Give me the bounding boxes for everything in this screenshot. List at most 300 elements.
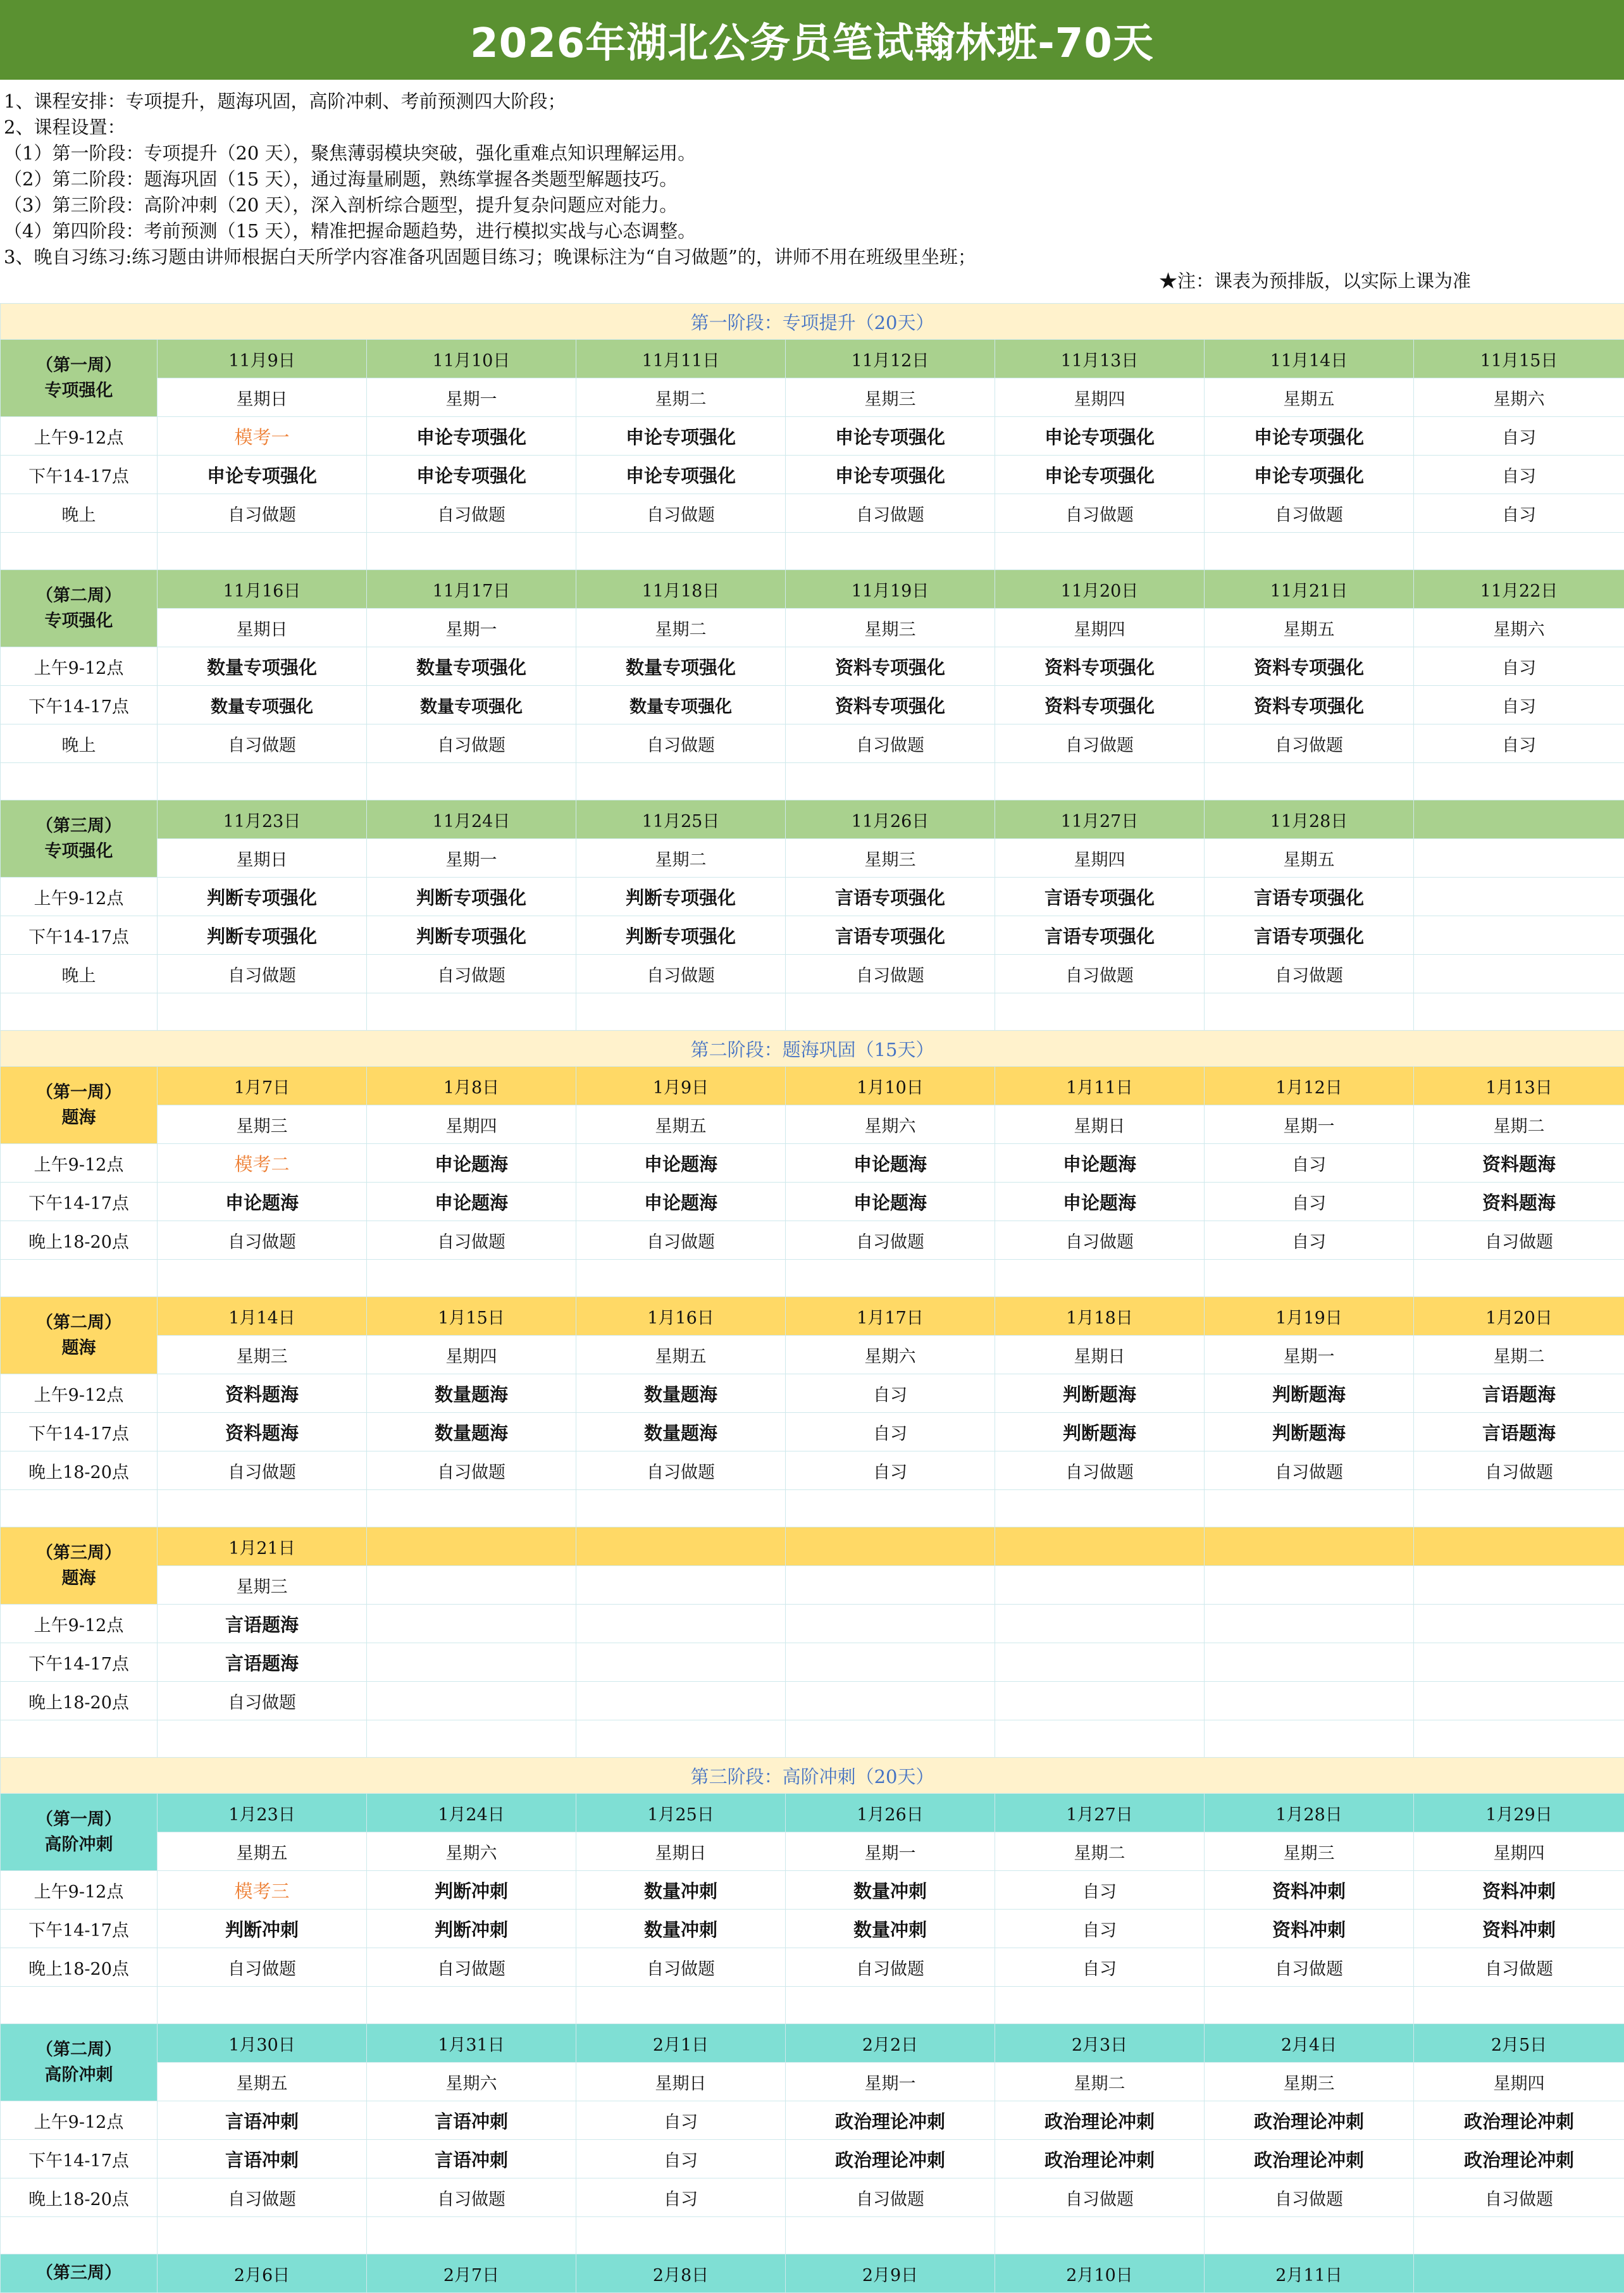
class-cell: 数量冲刺 [786,1910,995,1948]
weekday-cell: 星期四 [1414,2063,1624,2101]
intro-line: 3、晚自习练习:练习题由讲师根据白天所学内容准备巩固题目练习；晚课标注为“自习做题”的，讲师不用在班级里坐班； [4,244,1624,270]
weekday-cell: 星期六 [367,2063,576,2101]
spacer-cell [1205,2217,1414,2254]
date-cell: 11月16日 [158,570,367,609]
class-cell: 申论专项强化 [1205,456,1414,494]
time-slot-label: 晚上18-20点 [1,1948,158,1987]
class-cell: 资料冲刺 [1205,1910,1414,1948]
class-cell: 自习 [1414,724,1624,763]
class-cell: 自习 [995,1948,1205,1987]
date-cell: 2月11日 [1205,2254,1414,2293]
class-cell: 判断专项强化 [576,916,786,955]
class-cell: 自习 [1205,1144,1414,1183]
weekday-cell: 星期二 [995,2063,1205,2101]
class-cell: 自习做题 [1205,2178,1414,2217]
page-title: 2026年湖北公务员笔试翰林班-70天 [0,0,1624,80]
class-cell: 政治理论冲刺 [786,2101,995,2140]
intro-line: （3）第三阶段：高阶冲刺（20 天），深入剖析综合题型，提升复杂问题应对能力。 [4,192,1624,218]
course-intro [0,80,1624,303]
spacer-cell [1205,533,1414,570]
week-number: （第一周） [1,353,157,378]
time-slot-label: 下午14-17点 [1,456,158,494]
class-cell: 申论专项强化 [786,456,995,494]
class-cell: 自习做题 [1414,2178,1624,2217]
class-cell: 自习做题 [367,955,576,993]
class-cell: 申论题海 [786,1144,995,1183]
weekday-cell [995,1566,1205,1605]
class-cell: 自习做题 [1205,494,1414,533]
class-cell: 政治理论冲刺 [1205,2101,1414,2140]
weekday-cell: 星期三 [1205,2063,1414,2101]
class-cell: 自习做题 [367,494,576,533]
time-slot-label: 上午9-12点 [1,647,158,686]
date-cell: 1月10日 [786,1067,995,1105]
week-number: （第二周） [1,1310,157,1336]
time-slot-label: 晚上18-20点 [1,1451,158,1490]
class-cell: 言语题海 [1414,1413,1624,1451]
date-cell: 1月12日 [1205,1067,1414,1105]
spacer-cell [1414,1260,1624,1297]
spacer-cell [576,993,786,1031]
spacer-cell [367,533,576,570]
class-cell: 数量冲刺 [576,1871,786,1910]
class-cell: 自习做题 [576,1451,786,1490]
weekday-cell: 星期一 [786,1832,995,1871]
class-cell: 自习做题 [367,2178,576,2217]
class-cell [367,1643,576,1682]
spacer-cell [367,1490,576,1527]
class-cell: 模考二 [158,1144,367,1183]
class-cell: 自习做题 [158,1682,367,1720]
class-cell: 言语专项强化 [995,916,1205,955]
class-cell: 申论专项强化 [367,456,576,494]
class-cell [367,1605,576,1643]
week-topic: 高阶冲刺 [1,1832,157,1858]
weekday-cell: 星期一 [786,2063,995,2101]
class-cell: 判断专项强化 [367,916,576,955]
class-cell: 数量冲刺 [576,1910,786,1948]
spacer-cell [1414,993,1624,1031]
spacer-cell [367,1987,576,2024]
class-cell [1414,916,1624,955]
spacer-cell [158,1490,367,1527]
class-cell: 判断题海 [995,1413,1205,1451]
class-cell: 资料题海 [158,1413,367,1451]
weekday-cell: 星期四 [995,378,1205,417]
spacer-cell [1414,533,1624,570]
date-cell: 2月5日 [1414,2024,1624,2063]
class-cell: 资料专项强化 [786,647,995,686]
weekday-cell [1414,839,1624,878]
date-cell: 11月25日 [576,800,786,839]
date-cell: 1月26日 [786,1794,995,1832]
class-cell: 言语专项强化 [786,916,995,955]
class-cell: 政治理论冲刺 [1414,2101,1624,2140]
class-cell: 申论专项强化 [1205,417,1414,456]
class-cell: 自习 [1414,494,1624,533]
class-cell [1414,1605,1624,1643]
class-cell: 自习做题 [367,1221,576,1260]
time-slot-label: 上午9-12点 [1,1605,158,1643]
weekday-cell: 星期一 [1205,1105,1414,1144]
date-cell: 2月10日 [995,2254,1205,2293]
class-cell: 自习做题 [995,2178,1205,2217]
date-cell: 1月16日 [576,1297,786,1336]
date-cell: 11月18日 [576,570,786,609]
week-topic: 高阶冲刺 [1,2063,157,2088]
date-cell: 1月7日 [158,1067,367,1105]
date-cell [1414,800,1624,839]
class-cell [786,1605,995,1643]
weekday-cell: 星期三 [158,1336,367,1374]
week-number: （第一周） [1,1807,157,1832]
class-cell [995,1682,1205,1720]
spacer-cell [158,1987,367,2024]
date-cell: 1月27日 [995,1794,1205,1832]
spacer-cell [786,1720,995,1758]
class-cell: 判断专项强化 [158,916,367,955]
weekday-cell: 星期四 [367,1336,576,1374]
class-cell: 自习做题 [786,2178,995,2217]
spacer-cell [786,763,995,800]
date-cell: 1月8日 [367,1067,576,1105]
date-cell: 11月23日 [158,800,367,839]
time-slot-label: 上午9-12点 [1,417,158,456]
spacer-cell [1,2217,158,2254]
class-cell [1414,1643,1624,1682]
date-cell: 11月22日 [1414,570,1624,609]
week-number: （第三周） [1,814,157,839]
class-cell: 自习做题 [786,494,995,533]
class-cell: 自习做题 [995,1451,1205,1490]
class-cell [995,1643,1205,1682]
weekday-cell: 星期日 [995,1336,1205,1374]
class-cell [576,1682,786,1720]
spacer-cell [1,1490,158,1527]
date-cell: 11月26日 [786,800,995,839]
class-cell: 申论题海 [367,1144,576,1183]
class-cell: 自习 [786,1413,995,1451]
spacer-cell [1205,993,1414,1031]
class-cell: 申论专项强化 [158,456,367,494]
date-cell [576,1527,786,1566]
class-cell: 申论题海 [995,1183,1205,1221]
time-slot-label: 下午14-17点 [1,1643,158,1682]
class-cell: 政治理论冲刺 [995,2101,1205,2140]
spacer-cell [786,533,995,570]
class-cell: 判断题海 [995,1374,1205,1413]
class-cell: 数量题海 [367,1374,576,1413]
spacer-cell [367,1720,576,1758]
class-cell: 言语题海 [158,1605,367,1643]
class-cell: 自习做题 [995,494,1205,533]
weekday-cell: 星期三 [158,1105,367,1144]
weekday-cell: 星期四 [367,1105,576,1144]
class-cell: 自习做题 [158,955,367,993]
week-number: （第三周） [1,1541,157,1566]
spacer-cell [786,2217,995,2254]
class-cell: 自习做题 [1205,955,1414,993]
class-cell: 判断题海 [1205,1374,1414,1413]
spacer-cell [786,993,995,1031]
class-cell: 数量冲刺 [786,1871,995,1910]
class-cell [1414,878,1624,916]
date-cell: 1月15日 [367,1297,576,1336]
week-label [1,2024,158,2101]
class-cell: 自习做题 [367,1451,576,1490]
class-cell: 申论专项强化 [576,456,786,494]
date-cell: 11月11日 [576,340,786,378]
weekday-cell: 星期二 [576,609,786,647]
week-number: （第一周） [1,1080,157,1105]
class-cell: 言语专项强化 [786,878,995,916]
class-cell [1414,1682,1624,1720]
class-cell: 言语冲刺 [367,2140,576,2178]
class-cell: 申论题海 [576,1183,786,1221]
class-cell: 数量专项强化 [576,686,786,724]
weekday-cell: 星期一 [367,609,576,647]
spacer-cell [1414,1720,1624,1758]
spacer-cell [1205,1987,1414,2024]
class-cell: 自习做题 [576,955,786,993]
date-cell: 1月13日 [1414,1067,1624,1105]
weekday-cell: 星期三 [786,839,995,878]
time-slot-label: 上午9-12点 [1,2101,158,2140]
date-cell: 2月8日 [576,2254,786,2293]
date-cell: 1月31日 [367,2024,576,2063]
class-cell [576,1605,786,1643]
spacer-cell [1414,1490,1624,1527]
class-cell: 资料专项强化 [1205,647,1414,686]
time-slot-label: 下午14-17点 [1,2140,158,2178]
intro-line: 2、课程设置： [4,115,1624,140]
date-cell: 11月27日 [995,800,1205,839]
class-cell: 数量专项强化 [158,647,367,686]
spacer-cell [995,763,1205,800]
class-cell: 自习做题 [786,1948,995,1987]
spacer-cell [1,993,158,1031]
class-cell: 言语冲刺 [158,2140,367,2178]
spacer-cell [158,763,367,800]
class-cell: 自习 [1414,456,1624,494]
week-label [1,1794,158,1871]
class-cell: 政治理论冲刺 [786,2140,995,2178]
class-cell: 政治理论冲刺 [1205,2140,1414,2178]
class-cell: 申论专项强化 [576,417,786,456]
date-cell: 11月19日 [786,570,995,609]
class-cell: 自习 [1205,1183,1414,1221]
spacer-cell [995,1987,1205,2024]
class-cell: 申论题海 [367,1183,576,1221]
date-cell: 1月29日 [1414,1794,1624,1832]
class-cell: 数量题海 [576,1413,786,1451]
class-cell: 自习 [576,2101,786,2140]
date-cell: 2月3日 [995,2024,1205,2063]
weekday-cell: 星期三 [786,378,995,417]
class-cell: 自习做题 [367,724,576,763]
class-cell: 自习 [1414,417,1624,456]
weekday-cell: 星期二 [995,1832,1205,1871]
class-cell: 资料专项强化 [995,686,1205,724]
date-cell: 1月18日 [995,1297,1205,1336]
weekday-cell: 星期日 [576,2063,786,2101]
class-cell: 自习做题 [367,1948,576,1987]
weekday-cell: 星期六 [786,1336,995,1374]
spacer-cell [576,1720,786,1758]
week-label [1,1527,158,1605]
spacer-cell [158,2217,367,2254]
class-cell: 模考三 [158,1871,367,1910]
class-cell: 自习做题 [576,724,786,763]
week-topic: 题海 [1,1566,157,1591]
date-cell [1414,1527,1624,1566]
week-label [1,340,158,417]
date-cell: 2月1日 [576,2024,786,2063]
class-cell: 数量题海 [367,1413,576,1451]
class-cell: 申论专项强化 [995,417,1205,456]
schedule-note: ★注：课表为预排版，以实际上课为准 [1159,268,1471,294]
spacer-cell [1,1987,158,2024]
class-cell [1205,1643,1414,1682]
spacer-cell [1205,1720,1414,1758]
class-cell [786,1643,995,1682]
weekday-cell [367,1566,576,1605]
class-cell: 自习做题 [1414,1948,1624,1987]
class-cell: 申论题海 [786,1183,995,1221]
class-cell: 判断题海 [1205,1413,1414,1451]
weekday-cell: 星期一 [367,378,576,417]
spacer-cell [786,1987,995,2024]
class-cell: 资料冲刺 [1414,1910,1624,1948]
class-cell: 判断专项强化 [367,878,576,916]
class-cell [367,1682,576,1720]
spacer-cell [576,1987,786,2024]
class-cell: 自习做题 [1205,724,1414,763]
class-cell: 自习 [1205,1221,1414,1260]
time-slot-label: 晚上 [1,494,158,533]
week-label [1,1297,158,1374]
spacer-cell [1,1260,158,1297]
date-cell: 1月19日 [1205,1297,1414,1336]
time-slot-label: 上午9-12点 [1,1871,158,1910]
spacer-cell [995,1260,1205,1297]
weekday-cell: 星期三 [158,1566,367,1605]
stage-heading: 第三阶段：高阶冲刺（20天） [1,1758,1624,1794]
class-cell: 自习做题 [995,724,1205,763]
time-slot-label: 晚上 [1,955,158,993]
week-topic: 专项强化 [1,378,157,404]
spacer-cell [367,993,576,1031]
class-cell [786,1682,995,1720]
weekday-cell: 星期六 [367,1832,576,1871]
date-cell [367,1527,576,1566]
spacer-cell [1,763,158,800]
spacer-cell [367,2217,576,2254]
week-label [1,570,158,647]
weekday-cell [576,1566,786,1605]
class-cell: 资料专项强化 [1205,686,1414,724]
class-cell: 自习做题 [1414,1221,1624,1260]
date-cell: 11月21日 [1205,570,1414,609]
date-cell: 1月23日 [158,1794,367,1832]
time-slot-label: 下午14-17点 [1,686,158,724]
class-cell: 申论题海 [158,1183,367,1221]
class-cell: 数量专项强化 [576,647,786,686]
week-number: （第三周） [1,2261,157,2286]
class-cell: 自习做题 [158,1221,367,1260]
weekday-cell: 星期二 [1414,1336,1624,1374]
weekday-cell [1205,1566,1414,1605]
class-cell: 数量专项强化 [367,647,576,686]
class-cell: 自习做题 [995,955,1205,993]
date-cell: 1月21日 [158,1527,367,1566]
weekday-cell: 星期五 [1205,378,1414,417]
class-cell: 自习做题 [576,1221,786,1260]
spacer-cell [576,2217,786,2254]
spacer-cell [995,1490,1205,1527]
class-cell: 申论题海 [576,1144,786,1183]
week-topic: 专项强化 [1,609,157,634]
weekday-cell: 星期二 [576,378,786,417]
date-cell: 2月7日 [367,2254,576,2293]
spacer-cell [1414,1987,1624,2024]
weekday-cell: 星期三 [786,609,995,647]
weekday-cell: 星期日 [995,1105,1205,1144]
weekday-cell: 星期四 [995,609,1205,647]
date-cell: 1月25日 [576,1794,786,1832]
date-cell: 11月28日 [1205,800,1414,839]
week-topic: 题海 [1,1105,157,1131]
class-cell: 自习做题 [786,955,995,993]
weekday-cell [1414,1566,1624,1605]
class-cell: 判断专项强化 [576,878,786,916]
class-cell: 自习 [1414,647,1624,686]
class-cell [1205,1605,1414,1643]
class-cell: 言语题海 [158,1643,367,1682]
spacer-cell [158,993,367,1031]
weekday-cell: 星期三 [1205,1832,1414,1871]
class-cell: 资料冲刺 [1205,1871,1414,1910]
spacer-cell [1205,1490,1414,1527]
class-cell: 资料题海 [1414,1183,1624,1221]
week-topic: 专项强化 [1,839,157,864]
date-cell [995,1527,1205,1566]
time-slot-label: 晚上18-20点 [1,1221,158,1260]
class-cell: 申论专项强化 [995,456,1205,494]
time-slot-label: 上午9-12点 [1,878,158,916]
spacer-cell [1205,763,1414,800]
date-cell: 1月28日 [1205,1794,1414,1832]
class-cell: 判断冲刺 [367,1871,576,1910]
weekday-cell: 星期日 [576,1832,786,1871]
class-cell: 判断专项强化 [158,878,367,916]
class-cell [995,1605,1205,1643]
class-cell: 自习做题 [1205,1948,1414,1987]
week-number: （第二周） [1,583,157,609]
time-slot-label: 下午14-17点 [1,916,158,955]
class-cell: 自习做题 [158,2178,367,2217]
class-cell: 自习 [786,1451,995,1490]
class-cell: 自习做题 [158,1948,367,1987]
class-cell: 政治理论冲刺 [995,2140,1205,2178]
time-slot-label: 上午9-12点 [1,1144,158,1183]
spacer-cell [576,1260,786,1297]
class-cell: 资料专项强化 [786,686,995,724]
class-cell: 自习 [576,2178,786,2217]
date-cell: 11月20日 [995,570,1205,609]
date-cell: 11月15日 [1414,340,1624,378]
class-cell [1205,1682,1414,1720]
